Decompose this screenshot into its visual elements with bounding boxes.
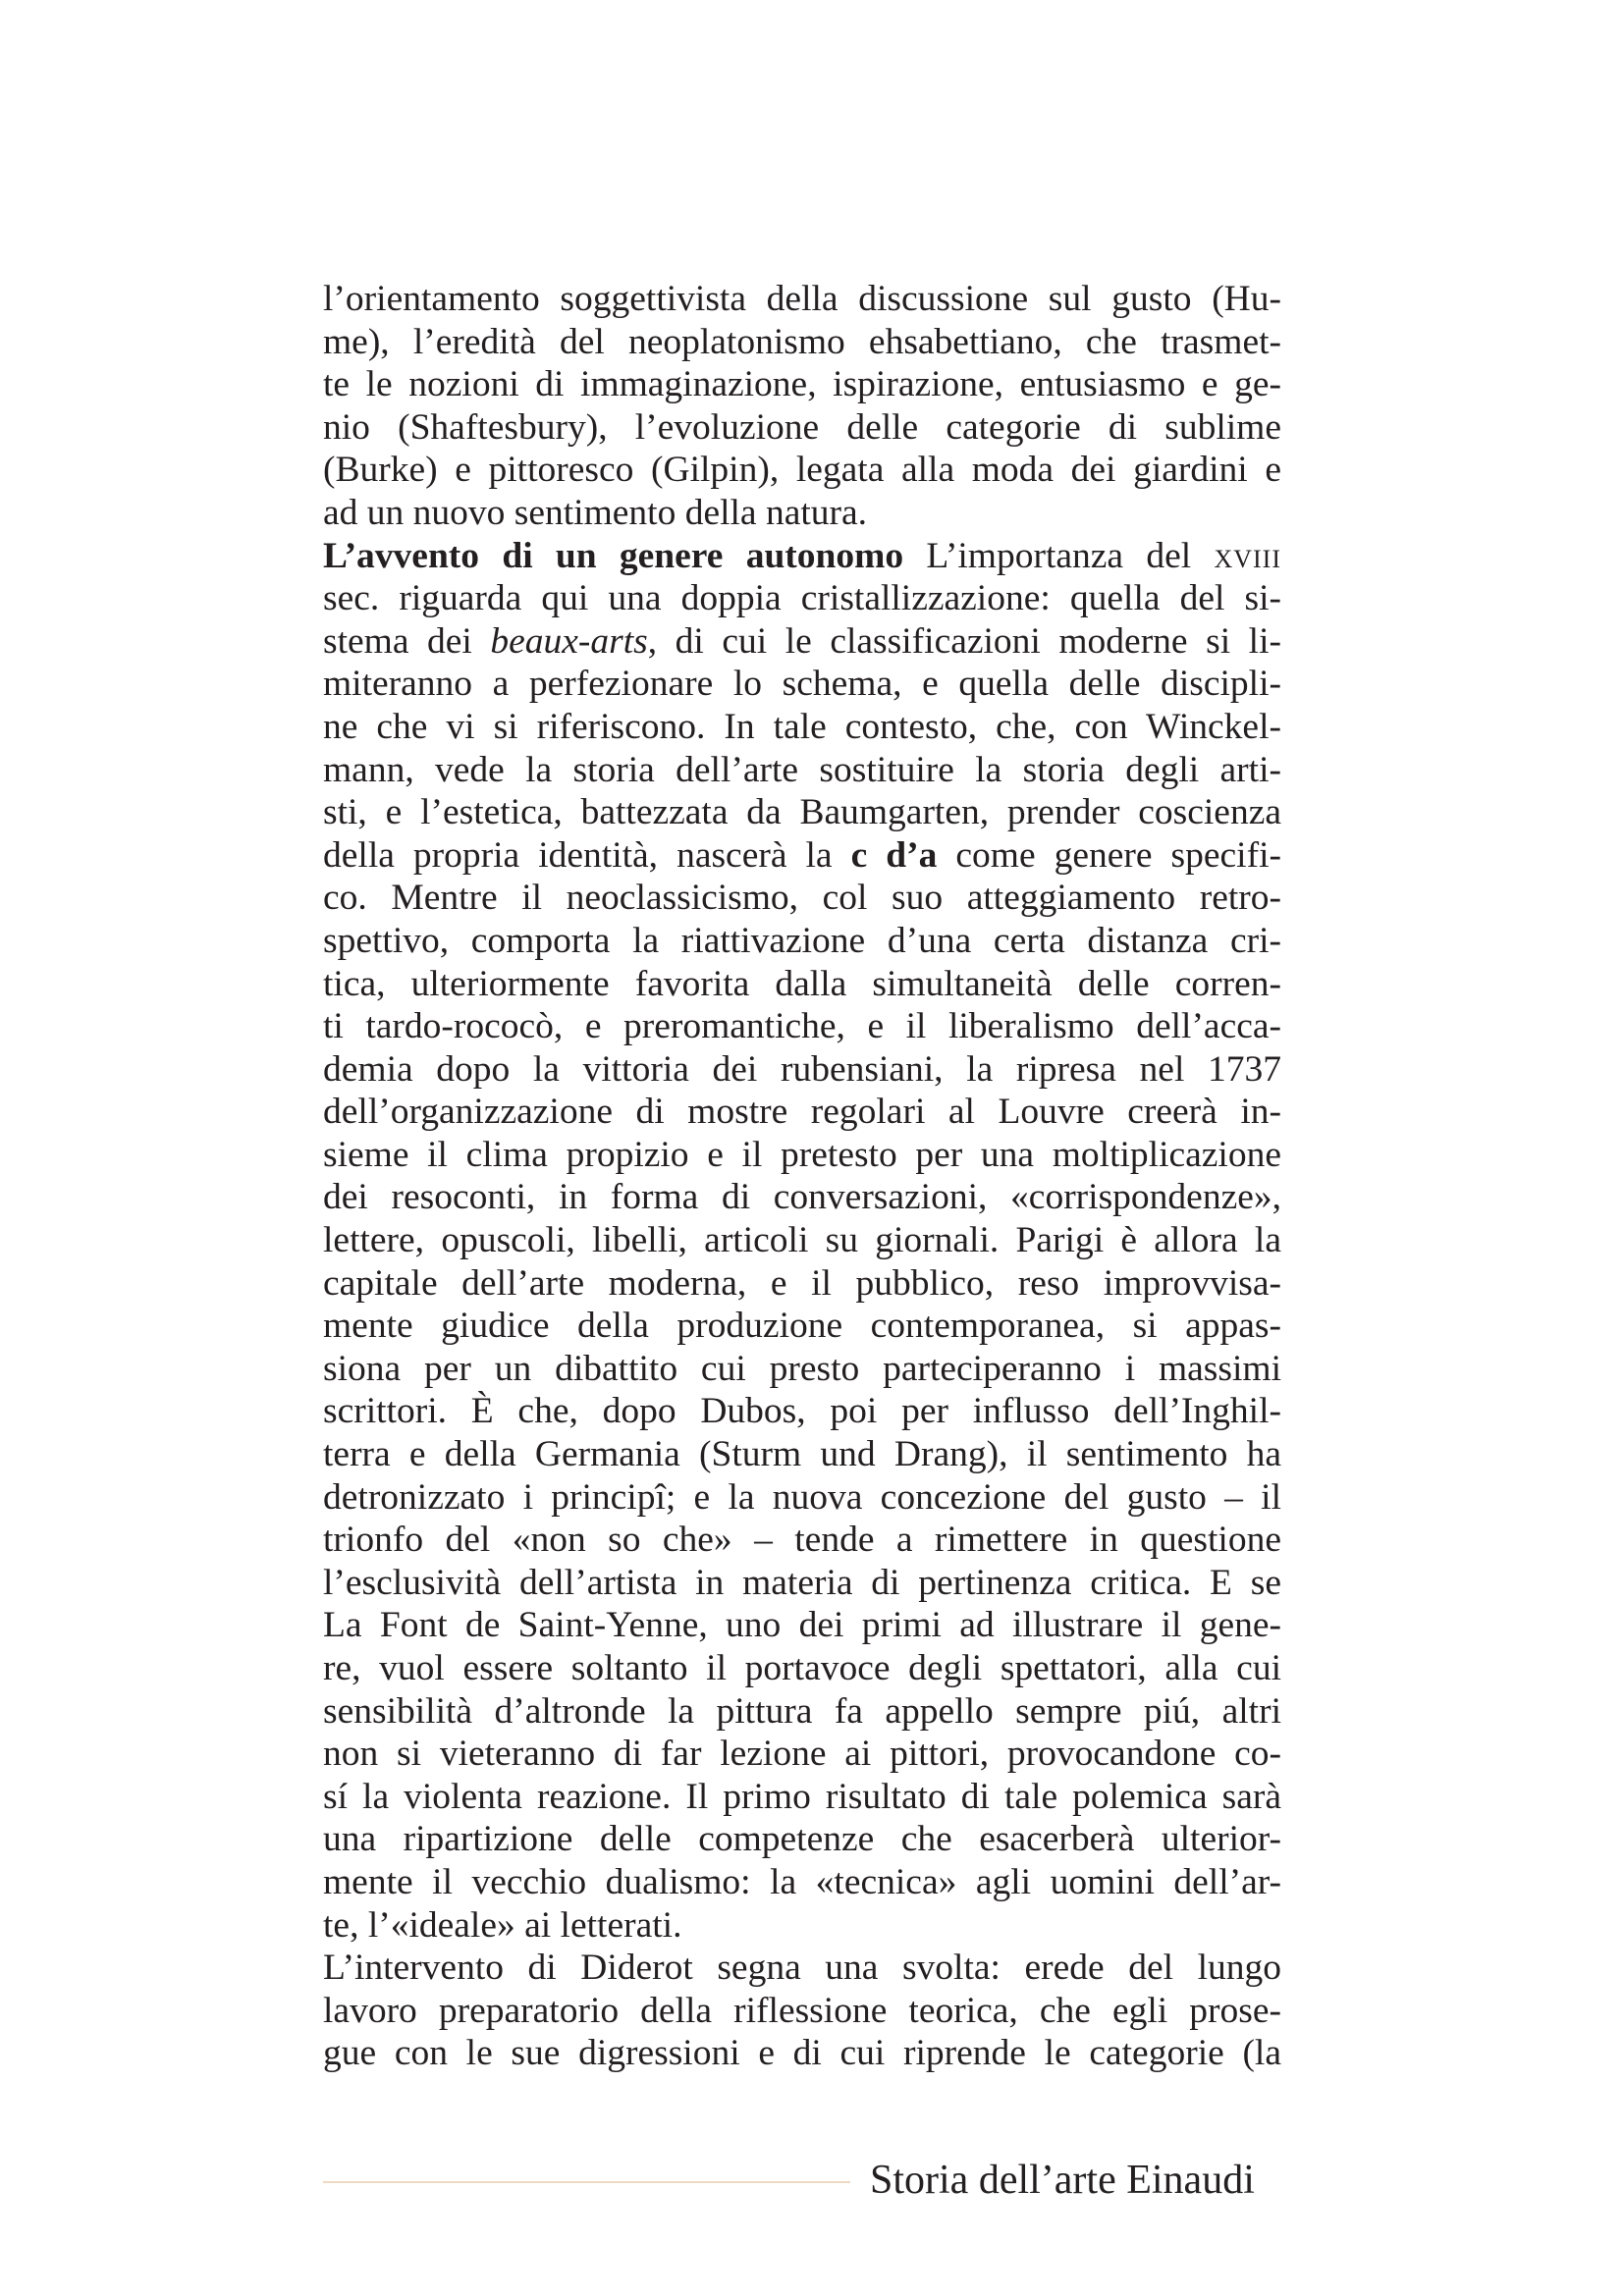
text-line: nio (Shaftesbury), l’evoluzione delle categorie di sublime <box>323 406 1281 448</box>
section-heading: L’avvento di un genere autonomo <box>323 535 904 576</box>
text-line: ti tardo-rococò, e preromantiche, e il liberalismo dell’acca- <box>323 1006 1281 1047</box>
text-line: siona per un dibattito cui presto parteciperanno i massimi <box>323 1348 1281 1389</box>
italic-term: beaux-arts <box>490 620 648 662</box>
text-line: una ripartizione delle competenze che esacerberà ulterior- <box>323 1819 1281 1860</box>
section-heading-line <box>323 535 1281 578</box>
text-line <box>323 620 1281 664</box>
text-line: detronizzato i principî; e la nuova concezione del gusto – il <box>323 1476 1281 1518</box>
text-fragment: , di cui le classificazioni moderne si li- <box>647 620 1281 662</box>
text-line: sensibilità d’altronde la pittura fa appello sempre piú, altri <box>323 1690 1281 1732</box>
text-line: sti, e l’estetica, battezzata da Baumgarten, prender coscienza <box>323 792 1281 833</box>
text-line: co. Mentre il neoclassicismo, col suo atteggiamento retro- <box>323 878 1281 919</box>
text-fragment: stema dei <box>323 620 491 662</box>
text-line: mente il vecchio dualismo: la «tecnica» agli uomini dell’ar- <box>323 1861 1281 1902</box>
text-line: me), l’eredità del neoplatonismo ehsabettiano, che trasmet- <box>323 321 1281 362</box>
text-line: lettere, opuscoli, libelli, articoli su giornali. Parigi è allora la <box>323 1220 1281 1261</box>
text-line: te le nozioni di immaginazione, ispirazione, entusiasmo e ge- <box>323 364 1281 405</box>
text-line: terra e della Germania (Sturm und Drang), il sentimento ha <box>323 1434 1281 1475</box>
text-line: (Burke) e pittoresco (Gilpin), legata alla moda dei giardini e <box>323 450 1281 491</box>
text-line: miteranno a perfezionare lo schema, e quella delle discipli- <box>323 664 1281 705</box>
body-text <box>323 278 1281 2075</box>
text-line: re, vuol essere soltanto il portavoce degli spettatori, alla cui <box>323 1648 1281 1688</box>
text-line: ad un nuovo sentimento della natura. <box>323 492 868 533</box>
text-line: gue con le sue digressioni e di cui riprende le categorie (la <box>323 2033 1281 2074</box>
text-line: sí la violenta reazione. Il primo risultato di tale polemica sarà <box>323 1776 1281 1817</box>
footer-divider <box>323 2181 850 2183</box>
text-line: sieme il clima propizio e il pretesto per una moltiplicazione <box>323 1134 1281 1175</box>
text-line: scrittori. È che, dopo Dubos, poi per influsso dell’Inghil- <box>323 1391 1281 1432</box>
text-line: l’esclusività dell’artista in materia di pertinenza critica. E se <box>323 1562 1281 1603</box>
text-line: sec. riguarda qui una doppia cristallizzazione: quella del si- <box>323 578 1281 619</box>
text-line: lavoro preparatorio della riflessione teorica, che egli prose- <box>323 1990 1281 2031</box>
text-fragment: della propria identità, nascerà la <box>323 834 851 876</box>
text-line: L’intervento di Diderot segna una svolta: erede del lungo <box>323 1948 1281 1989</box>
text-line: La Font de Saint-Yenne, uno dei primi ad illustrare il gene- <box>323 1605 1281 1646</box>
text-line: te, l’«ideale» ai letterati. <box>323 1904 682 1946</box>
text-line: demia dopo la vittoria dei rubensiani, la ripresa nel 1737 <box>323 1048 1281 1090</box>
text-line: l’orientamento soggettivista della discussione sul gusto (Hu- <box>323 279 1281 319</box>
text-line: dell’organizzazione di mostre regolari al Louvre creerà in- <box>323 1092 1281 1133</box>
bold-abbreviation: c d’a <box>850 834 938 876</box>
text-line: spettivo, comporta la riattivazione d’una certa distanza cri- <box>323 920 1281 961</box>
heading-line-text: L’importanza del <box>903 535 1215 576</box>
text-line: tica, ulteriormente favorita dalla simultaneità delle corren- <box>323 963 1281 1004</box>
century-numeral: xviii <box>1214 535 1281 576</box>
text-line: capitale dell’arte moderna, e il pubblico, reso improvvisa- <box>323 1262 1281 1304</box>
text-line: non si vieteranno di far lezione ai pittori, provocandone co- <box>323 1734 1281 1775</box>
text-fragment: come genere specifi- <box>937 834 1281 876</box>
text-line <box>323 834 1281 878</box>
text-line: mente giudice della produzione contemporanea, si appas- <box>323 1306 1281 1347</box>
running-footer-title: Storia dell’arte Einaudi <box>870 2158 1255 2203</box>
text-line: dei resoconti, in forma di conversazioni, «corrispondenze», <box>323 1177 1281 1218</box>
text-line: mann, vede la storia dell’arte sostituire la storia degli arti- <box>323 749 1281 790</box>
text-line: ne che vi si riferiscono. In tale contesto, che, con Winckel- <box>323 706 1281 747</box>
text-line: trionfo del «non so che» – tende a rimettere in questione <box>323 1520 1281 1561</box>
